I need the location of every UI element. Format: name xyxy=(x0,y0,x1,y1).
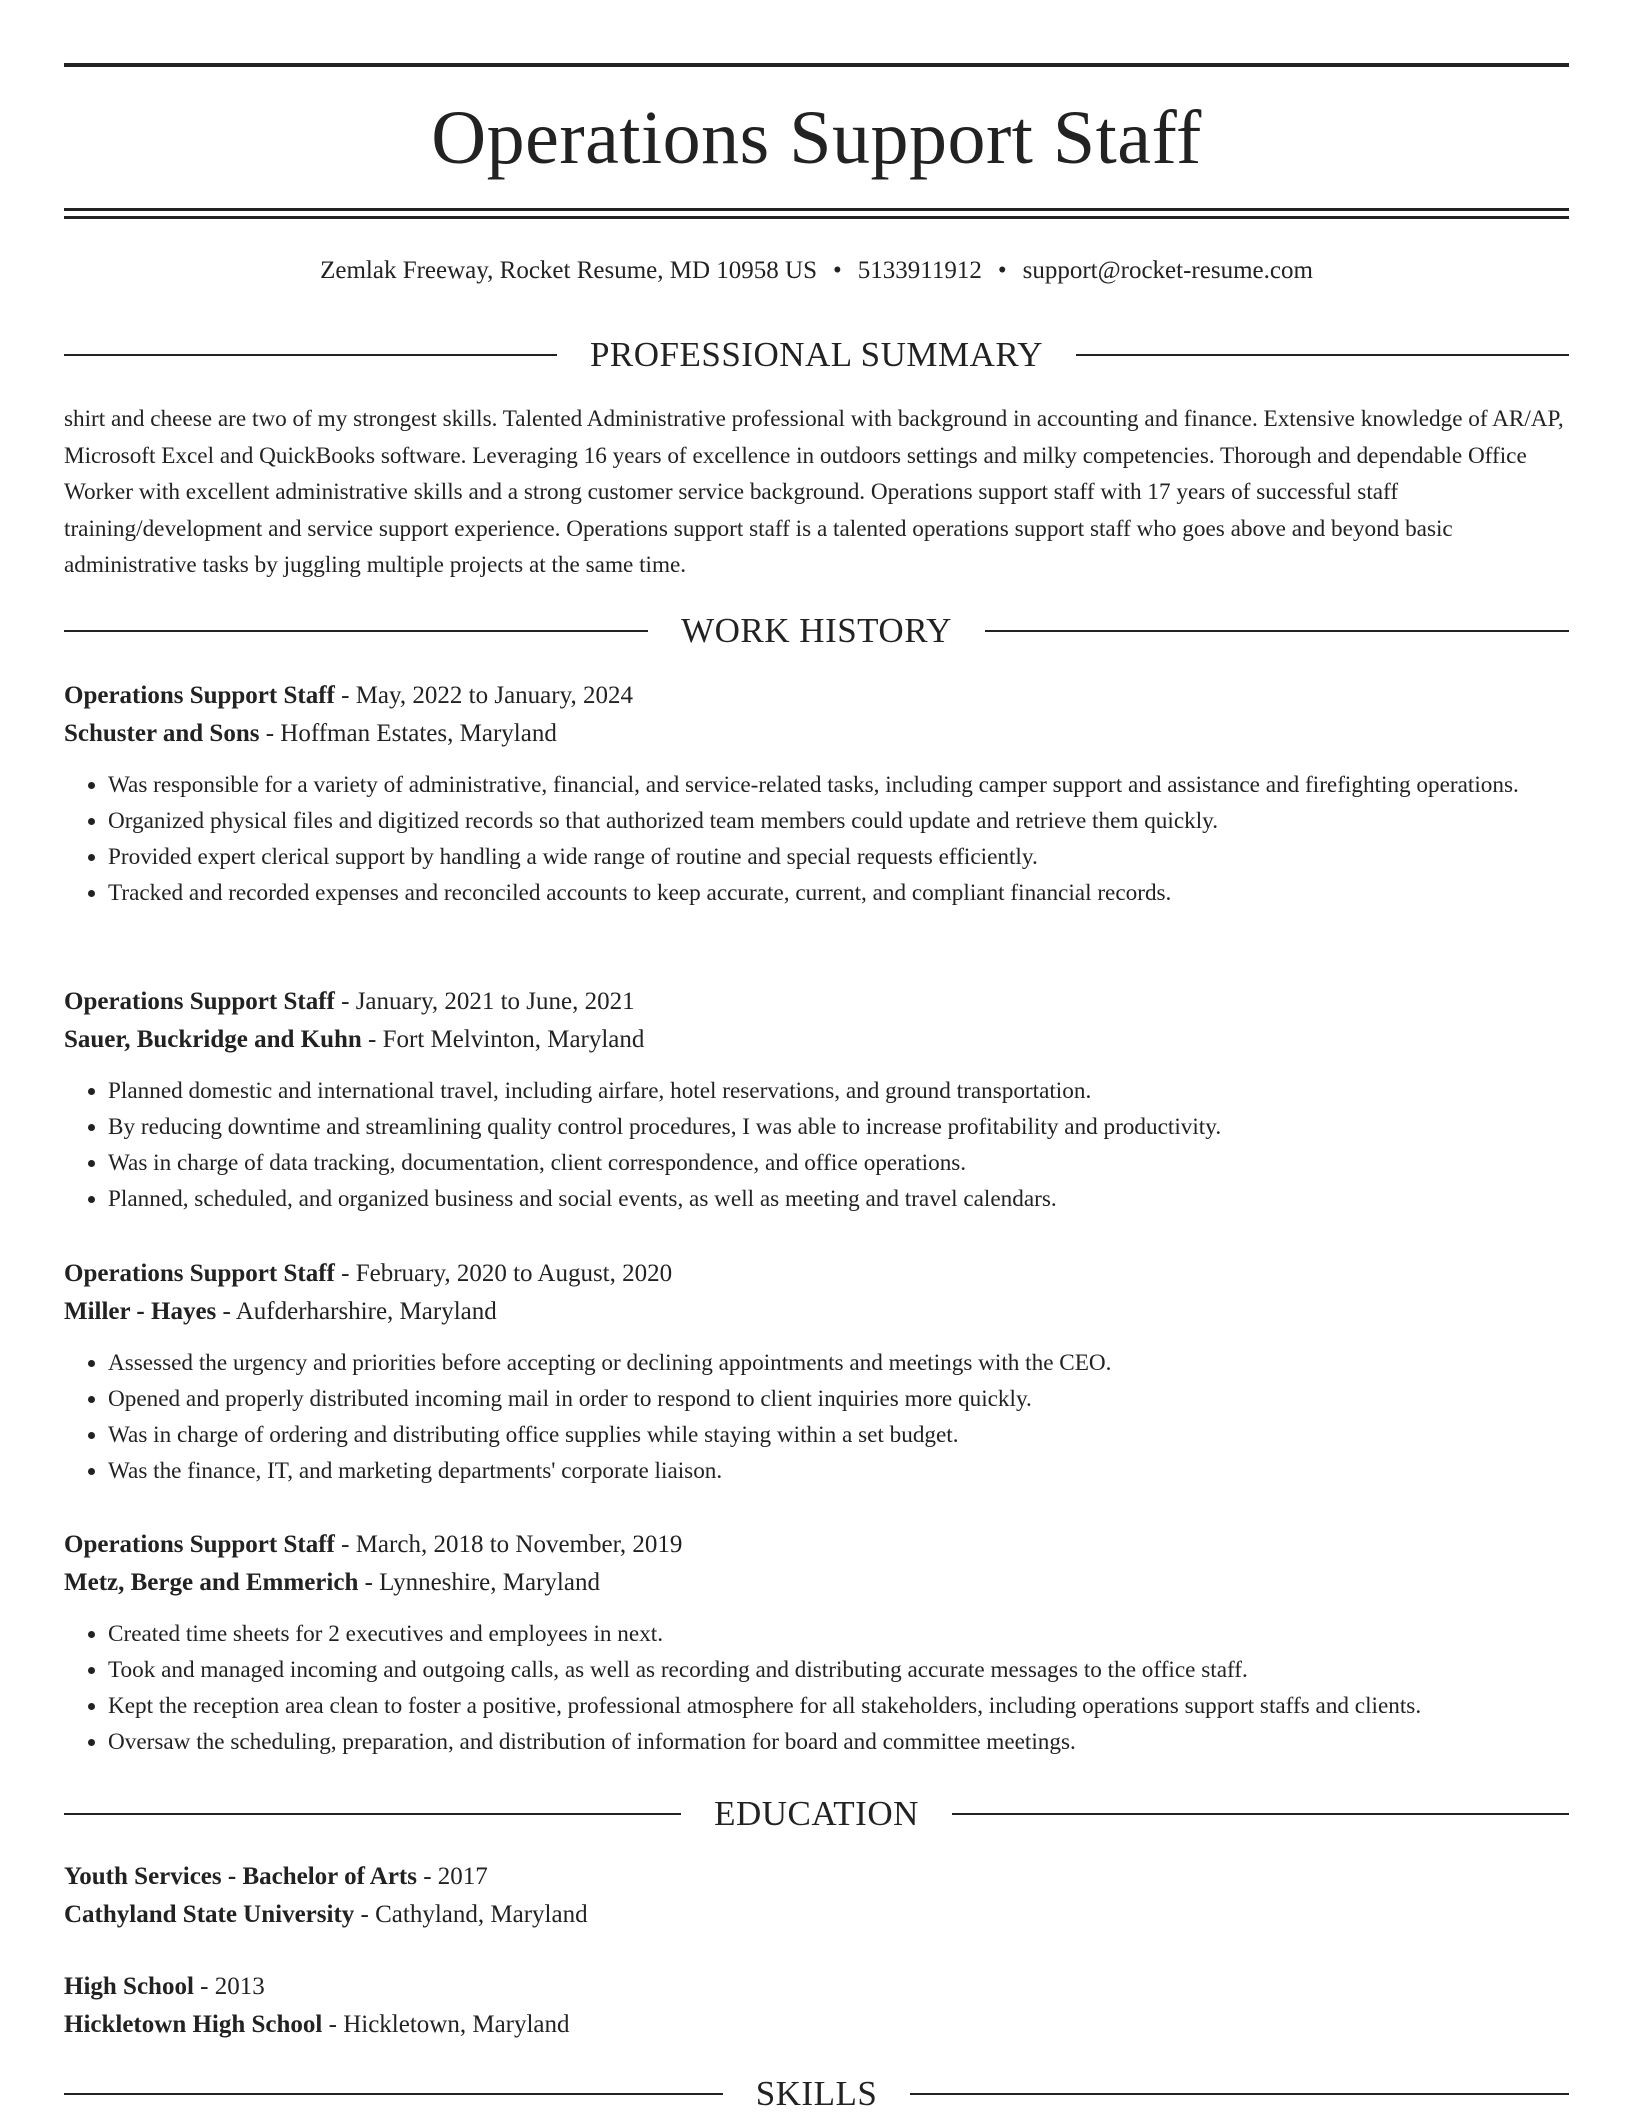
job-dates: - March, 2018 to November, 2019 xyxy=(334,1531,683,1558)
section-rule-left xyxy=(64,1813,681,1815)
section-heading-skills xyxy=(64,2072,1569,2116)
job-duty: • Organized physical files and digitized records so that authorized team members could update and retrieve them quickly. xyxy=(108,803,1569,839)
job-duty: • Planned, scheduled, and organized business and social events, as well as meeting and travel calendars. xyxy=(108,1181,1569,1217)
section-rule-right xyxy=(910,2093,1569,2095)
job-dates: - January, 2021 to June, 2021 xyxy=(334,988,635,1015)
header-bottom-rule xyxy=(64,208,1569,211)
job-duties-list xyxy=(64,1073,1569,1217)
job-company-line xyxy=(64,1021,1569,1059)
section-rule-left xyxy=(64,2093,723,2095)
job-title: Operations Support Staff xyxy=(64,1260,335,1287)
job-title-line xyxy=(64,677,1569,715)
job-entry xyxy=(64,1255,1569,1489)
job-location: - Aufderharshire, Maryland xyxy=(216,1298,497,1325)
job-title-line xyxy=(64,983,1569,1021)
job-location: - Fort Melvinton, Maryland xyxy=(361,1026,645,1053)
section-heading-education xyxy=(64,1792,1569,1836)
contact-line xyxy=(64,254,1569,288)
job-company: Schuster and Sons xyxy=(64,720,260,747)
header-top-rule xyxy=(64,63,1569,67)
education-degree-line xyxy=(64,1858,1569,1896)
job-duty: • Opened and properly distributed incoming mail in order to respond to client inquiries more quickly. xyxy=(108,1381,1569,1417)
education-year: - 2017 xyxy=(416,1863,488,1890)
job-dates: - May, 2022 to January, 2024 xyxy=(334,682,633,709)
job-duties-list xyxy=(64,1345,1569,1489)
section-heading-summary xyxy=(64,333,1569,377)
job-duty: • Was the finance, IT, and marketing departments' corporate liaison. xyxy=(108,1453,1569,1489)
job-duty: • By reducing downtime and streamlining quality control procedures, I was able to increase profitability and productivity. xyxy=(108,1109,1569,1145)
job-company: Metz, Berge and Emmerich xyxy=(64,1569,359,1596)
header-bottom-rule-inner xyxy=(64,216,1569,219)
job-company: Sauer, Buckridge and Kuhn xyxy=(64,1026,362,1053)
section-title: SKILLS xyxy=(755,2074,878,2113)
contact-separator: • xyxy=(833,257,842,284)
job-location: - Hoffman Estates, Maryland xyxy=(259,720,557,747)
section-title: EDUCATION xyxy=(714,1794,919,1833)
job-company-line xyxy=(64,1564,1569,1602)
job-duties-list xyxy=(64,767,1569,911)
job-duties-list xyxy=(64,1616,1569,1760)
education-location: - Cathyland, Maryland xyxy=(354,1901,588,1928)
section-title: PROFESSIONAL SUMMARY xyxy=(589,335,1044,374)
job-duty: • Was in charge of data tracking, documentation, client correspondence, and office operations. xyxy=(108,1145,1569,1181)
education-year: - 2013 xyxy=(193,1973,265,2000)
job-duty: • Kept the reception area clean to foster a positive, professional atmosphere for all stakeholders, including operations support staffs and clients. xyxy=(108,1688,1569,1724)
education-location: - Hickletown, Maryland xyxy=(322,2011,570,2038)
job-company-line xyxy=(64,715,1569,753)
education-degree: High School xyxy=(64,1973,194,2000)
job-company-line xyxy=(64,1293,1569,1331)
job-duty: • Planned domestic and international travel, including airfare, hotel reservations, and ground transportation. xyxy=(108,1073,1569,1109)
job-duty: • Assessed the urgency and priorities before accepting or declining appointments and meetings with the CEO. xyxy=(108,1345,1569,1381)
contact-email: support@rocket-resume.com xyxy=(1022,257,1313,284)
job-duty: • Provided expert clerical support by handling a wide range of routine and special requests efficiently. xyxy=(108,839,1569,875)
education-entry xyxy=(64,1858,1569,1934)
job-dates: - February, 2020 to August, 2020 xyxy=(334,1260,673,1287)
job-title: Operations Support Staff xyxy=(64,1531,335,1558)
education-degree: Youth Services - Bachelor of Arts xyxy=(64,1863,417,1890)
education-school-line xyxy=(64,1896,1569,1934)
job-duty: • Was in charge of ordering and distributing office supplies while staying within a set budget. xyxy=(108,1417,1569,1453)
contact-phone: 5133911912 xyxy=(857,257,982,284)
section-heading-work-history xyxy=(64,609,1569,653)
job-duty: • Oversaw the scheduling, preparation, and distribution of information for board and committee meetings. xyxy=(108,1724,1569,1760)
job-entry xyxy=(64,677,1569,911)
job-title: Operations Support Staff xyxy=(64,682,335,709)
section-rule-right xyxy=(1076,354,1569,356)
section-title: WORK HISTORY xyxy=(681,611,952,650)
job-duty: • Tracked and recorded expenses and reconciled accounts to keep accurate, current, and compliant financial records. xyxy=(108,875,1569,911)
education-degree-line xyxy=(64,1968,1569,2006)
job-location: - Lynneshire, Maryland xyxy=(358,1569,600,1596)
job-title-line xyxy=(64,1255,1569,1293)
job-title: Operations Support Staff xyxy=(64,988,335,1015)
contact-address: Zemlak Freeway, Rocket Resume, MD 10958 US xyxy=(320,257,817,284)
job-duty: • Took and managed incoming and outgoing calls, as well as recording and distributing accurate messages to the office staff. xyxy=(108,1652,1569,1688)
section-rule-right xyxy=(985,630,1569,632)
section-rule-left xyxy=(64,354,557,356)
job-company: Miller - Hayes xyxy=(64,1298,217,1325)
job-title-line xyxy=(64,1526,1569,1564)
education-entry xyxy=(64,1968,1569,2044)
job-duty: • Created time sheets for 2 executives and employees in next. xyxy=(108,1616,1569,1652)
job-duty: • Was responsible for a variety of administrative, financial, and service-related tasks, including camper support and assistance and firefighting operations. xyxy=(108,767,1569,803)
education-school: Cathyland State University xyxy=(64,1901,355,1928)
job-entry xyxy=(64,983,1569,1217)
job-entry xyxy=(64,1526,1569,1760)
section-rule-right xyxy=(952,1813,1569,1815)
summary-text: shirt and cheese are two of my strongest skills. Talented Administrative professional with background in accounting and finance. Extensive knowledge of AR/AP, Microsoft Excel and QuickBooks software. Leveraging 16 years of excellence in outdoors settings and milky competencies. Thorough and dependable Office Worker with excellent administrative skills and a strong customer service background. Operations support staff with 17 years of successful staff training/development and service support experience. Operations support staff is a talented operations support staff who goes above and beyond basic administrative tasks by juggling multiple projects at the same time. xyxy=(64,406,1564,578)
section-rule-left xyxy=(64,630,648,632)
education-school: Hickletown High School xyxy=(64,2011,323,2038)
resume-title: Operations Support Staff xyxy=(431,96,1202,180)
education-school-line xyxy=(64,2006,1569,2044)
contact-separator: • xyxy=(997,257,1007,284)
